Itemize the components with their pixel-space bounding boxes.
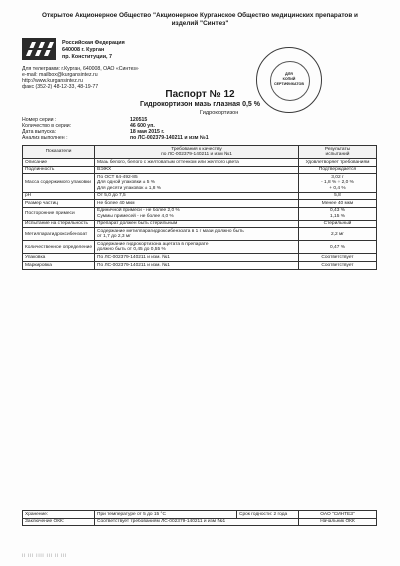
conclusion-value: Соответствует требованиям ЛС-002379-140211 и изм №1: [95, 518, 299, 526]
storage-table: [22, 510, 377, 526]
row-indicator: Испытание на стерильность: [23, 220, 95, 228]
header-requirements-line2: по ЛС-002379-140211 и изм №1: [161, 152, 232, 157]
row-indicator: Размер частиц: [23, 200, 95, 208]
company-logo: [22, 38, 56, 60]
header-requirements-line1: Требования к качеству: [171, 146, 222, 152]
row-indicator: Посторонние примеси: [23, 207, 95, 220]
company-name-line2: изделий "Синтез": [171, 20, 229, 27]
quality-table: [22, 145, 377, 270]
address-line2: 640008 г. Курган: [62, 47, 105, 53]
table-row: [23, 220, 377, 228]
logo-icon: [22, 38, 56, 60]
row-indicator: Описание: [23, 159, 95, 167]
header-results: [299, 146, 377, 159]
table-row: [23, 254, 377, 262]
row-requirement: По ОСТ 64-492-85 Для одной упаковки ± 5 % Для десяти упаковок ± 1,8 %: [95, 174, 299, 192]
header-results-line2: испытаний: [325, 152, 350, 157]
signer-title: Начальник ОКК: [299, 518, 377, 526]
row-indicator: Метилпарагидроксибензоат: [23, 228, 95, 241]
contact-line2: e-mail: mailbox@kurgansintez.ru: [22, 72, 98, 78]
row-requirement: Единичной примеси - не более 2,0 % Суммы примесей - не более 4,0 %: [95, 207, 299, 220]
contact-line4: факс (352-2) 48-12-33, 48-19-77: [22, 84, 99, 90]
table-row: [23, 228, 377, 241]
shelf-life: Срок годности: 2 года: [237, 511, 299, 519]
table-row: [23, 261, 377, 269]
table-row: [23, 174, 377, 192]
address-line1: Российская Федерация: [62, 40, 125, 46]
table-row: [23, 207, 377, 220]
company-name-line1: Открытое Акционерное Общество "Акционерное Курганское Общество медицинских препаратов и: [42, 12, 358, 19]
row-requirement: От 5,0 до 7,5: [95, 192, 299, 200]
stamp-text-1: ДЛЯ: [285, 72, 293, 76]
table-row: [23, 241, 377, 254]
row-indicator: pH: [23, 192, 95, 200]
row-requirement: ВЭЖХ: [95, 166, 299, 174]
meta-label: Номер серии :: [22, 117, 57, 123]
row-result: 0,47 %: [299, 241, 377, 254]
meta-value: 18 мая 2015 г.: [130, 129, 165, 135]
stamp-text-3: СЕРТИФИКАТОВ: [274, 82, 304, 86]
meta-row: [22, 135, 209, 142]
row-result: Удовлетворяет требованиям: [299, 159, 377, 167]
passport-title: Паспорт № 12: [165, 89, 235, 100]
row-result: Менее 40 мкм: [299, 200, 377, 208]
row-result: Подтверждается: [299, 166, 377, 174]
header-requirements: [95, 146, 299, 159]
row-result: Стерильный: [299, 220, 377, 228]
row-requirement: Препарат должен быть стерильным: [95, 220, 299, 228]
stamp-text-2: КОПИЙ: [282, 77, 296, 81]
row-result: Соответствует: [299, 261, 377, 269]
table-row: [23, 200, 377, 208]
row-requirement: Мазь белого, белого с желтоватым оттенком или желтого цвета: [95, 159, 299, 167]
conclusion-label: Заключение ОКК:: [23, 518, 95, 526]
scan-code: || ||| |||| ||| || |||: [22, 552, 68, 557]
row-result: 0,43 % 1,15 %: [299, 207, 377, 220]
address-line3: пр. Конституции, 7: [62, 54, 113, 60]
header-indicators: Показатели: [23, 146, 95, 159]
row-requirement: По ЛС-002379-140211 и изм. №1: [95, 261, 299, 269]
row-result: 2,2 мг: [299, 228, 377, 241]
row-indicator: Маркировка: [23, 261, 95, 269]
substance-name: Гидрокортизон: [200, 110, 239, 116]
meta-value: 46 600 уп.: [130, 123, 155, 129]
row-requirement: По ЛС-002379-140211 и изм. №1: [95, 254, 299, 262]
row-indicator: Количественное определение: [23, 241, 95, 254]
meta-label: Анализ выполнен :: [22, 135, 68, 141]
row-requirement: Не более 40 мкм: [95, 200, 299, 208]
storage-row: [23, 511, 377, 519]
meta-value: 120515: [130, 117, 148, 123]
row-requirement: Содержание гидрокортизона ацетата в препарате должно быть от 0,45 до 0,55 %: [95, 241, 299, 254]
meta-label: Дата выпуска:: [22, 129, 57, 135]
storage-value: При температуре от 5 до 15 °С: [95, 511, 237, 519]
row-indicator: Упаковка: [23, 254, 95, 262]
row-result: 5,8: [299, 192, 377, 200]
company-stamp-text: ОАО "СИНТЕЗ": [299, 511, 377, 519]
meta-value: по ЛС-002379-140211 и изм №1: [130, 135, 209, 141]
contact-line3: http://www.kurgansintez.ru: [22, 78, 83, 84]
meta-label: Количество в серии:: [22, 123, 72, 129]
row-indicator: Подлинность: [23, 166, 95, 174]
row-indicator: Масса содержимого упаковки: [23, 174, 95, 192]
row-result: Соответствует: [299, 254, 377, 262]
table-row: [23, 166, 377, 174]
contact-line1: Для телеграмм: г.Курган, 640008, ОАО «Синтез»: [22, 66, 139, 72]
conclusion-row: [23, 518, 377, 526]
table-row: [23, 159, 377, 167]
table-row: [23, 192, 377, 200]
product-name: Гидрокортизон мазь глазная 0,5 %: [140, 101, 260, 108]
row-result: 3,02 г - 1,8 % ÷ 2,0 % + 0,4 %: [299, 174, 377, 192]
header-results-line1: Результаты: [324, 146, 351, 152]
table-header-row: [23, 146, 377, 159]
storage-label: Хранение:: [23, 511, 95, 519]
row-requirement: Содержание метилпарагидроксибензоата в 1 г мази должно быть от 1,7 до 2,3 мг: [95, 228, 299, 241]
